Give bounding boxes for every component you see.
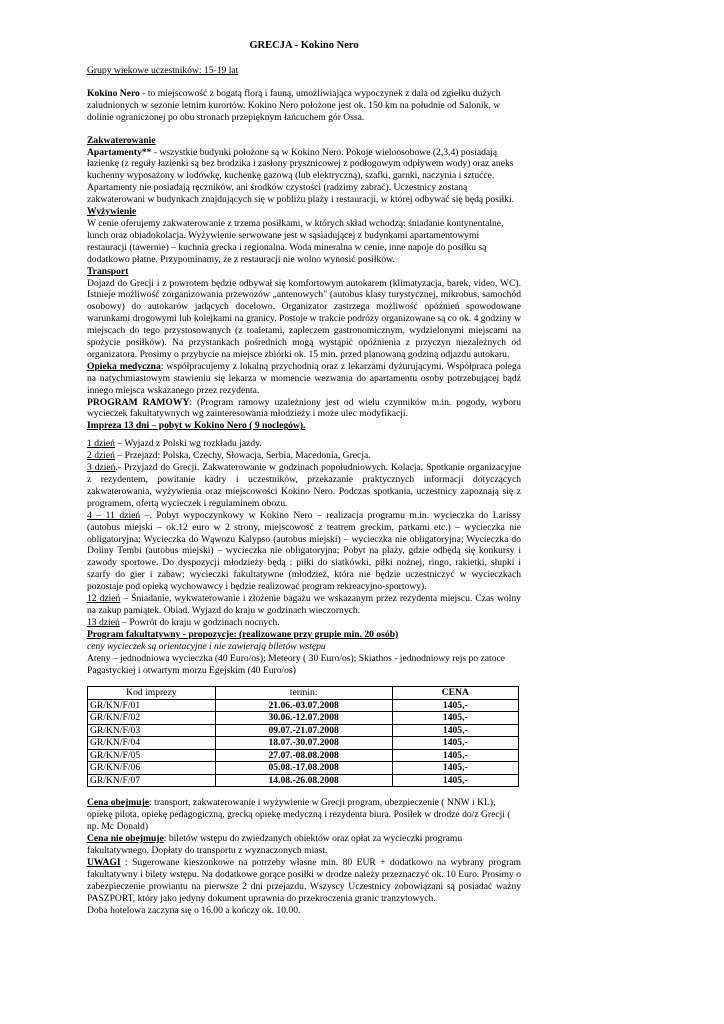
cell-term: 05.08.-17.08.2008 <box>215 762 392 775</box>
price-includes-label: Cena obejmuje <box>87 797 150 809</box>
medical-text: : współpracujemy z lokalną przychodnią oraz z lekarzami dyżurującymi. Współpraca polega na natychmiastowym stawieniu się lekarza w momencie wezwania do apartamentu osoby potrzebującej bądź innego miejsca wskazanego przez rezydenta. <box>87 360 521 396</box>
transport-heading: Transport <box>87 265 129 277</box>
day-label: 4 – 11 dzień <box>87 509 141 521</box>
transport-text: Dojazd do Grecji i z powrotem będzie odbywał się komfortowym autokarem (klimatyzacja, barek, video, WC). Istnieje możliwość zorganizowania przewozów „antenowych" (autobus klasy turystycznej, mikrobus, samochód osobowy) do autokarów jadących docelowo. Organizator zastrzega możliwość opóźnień spowodowane warunkami drogowymi lub kolejkami na granicy. Postoje w trakcie podróży organizowane są co ok. 4 godziny w miejscach do tego przystosowanych (z toaletami, zapleczem gastronomicznym, wydzielonymi miejscami na spożycie posiłków). Na przystankach pośrednich mogą wystąpić opóźnienia z przyczyn niezależnych od organizatora. Prosimy o przybycie na miejsce zbiórki ok. 15 min. przed planowaną godziną odjazdu autokaru. <box>87 277 522 360</box>
page-title: GRECJA - Kokino Nero <box>249 40 359 51</box>
intro-name: Kokino Nero <box>87 87 140 99</box>
day-label: 3 dzień <box>87 462 116 474</box>
price-excludes-label: Cena nie obejmuje <box>87 833 164 845</box>
day-label: 13 dzień <box>87 616 120 628</box>
table-row <box>88 774 519 787</box>
day-1 <box>87 438 521 450</box>
table-row <box>88 699 519 712</box>
day-text: – Wyjazd z Polski wg rozkładu jazdy. <box>114 438 262 450</box>
cell-code: GR/KN/F/01 <box>88 699 216 712</box>
table-row <box>88 737 519 750</box>
table-header-row <box>88 687 519 700</box>
intro-text: - to miejscowość z bogatą florą i fauną, umożliwiająca wypoczynek z dala od zgiełku dużych zaludnionych w sezonie letnim kurortów. Kokino Nero położone jest ok. 150 km na południe od Salonik, w dolinie ograniczonej po obu stronach przepięknym łańcuchem gór Ossa. <box>87 87 501 123</box>
price-table <box>87 686 519 787</box>
day-12 <box>87 593 521 617</box>
medical-paragraph <box>87 361 521 397</box>
cell-code: GR/KN/F/06 <box>88 762 216 775</box>
cell-price: 1405,- <box>392 737 518 750</box>
cell-price: 1405,- <box>392 699 518 712</box>
cell-price: 1405,- <box>392 774 518 787</box>
accommodation-paragraph <box>87 147 521 207</box>
cell-price: 1405,- <box>392 712 518 725</box>
cell-code: GR/KN/F/03 <box>88 724 216 737</box>
optional-note: ceny wycieczek są orientacyjne i nie zawierają biletów wstępu <box>87 640 326 652</box>
age-groups: Grupy wiekowe uczestników: 15-19 lat <box>87 65 239 76</box>
cell-price: 1405,- <box>392 724 518 737</box>
day-text: –. Pobyt wypoczynkowy w Kokino Nero – realizacja programu m.in. wycieczka do Larissy (autobus miejski – ok.12 euro w 2 strony, miejscowość z teatrem greckim, parkami etc.) – wycieczka nie obligatoryjna; Wycieczka do Wąwozu Kalypso (autobus miejski) – wycieczka nie obligatoryjna; Wycieczka do Doliny Tembi (autobus miejski) – wycieczka nie obligatoryjna; Pobyt na plaży, gdzie odbędą się konkursy i zawody sportowe. Do dyspozycji młodzieży będą : piłki do siatkówki, piłki nożnej, ringo, rakietki, słupki i szarfy do gier i zabaw; wycieczki fakultatywne (młodzież, która nie będzie uczestniczyć w wycieczkach pozostaje pod opieką wychowawcy i będzie realizować program rekreacyjno-sportowy). <box>87 509 521 593</box>
meals-heading: Wyżywienie <box>87 206 137 218</box>
remarks-label: UWAGI <box>87 856 121 868</box>
day-13 <box>87 617 521 629</box>
day-label: 1 dzień <box>87 438 115 450</box>
remarks-text: : Sugerowane kieszonkowe na potrzeby własne min. 80 EUR + dodatkowo na wybrany program fakultatywny i bilety wstępu. Na dodatkowe gorące posiłki w drodze należy przeznaczyć ok. 10 Euro. Prosimy o zabezpieczenie prowiantu na pierwsze 2 dni przejazdu. Wszyscy Uczestnicy zobowiązani są posiadać ważny PASZPORT, który jako jedyny dokument uprawnia do przekroczenia granic tranzytowych. <box>87 856 521 904</box>
table-row <box>88 724 519 737</box>
program-text: : (Program ramowy uzależniony jest od wielu czynników m.in. pogody, wyboru wycieczek fakultatywnych wg zainteresowania młodzieży i może ulec modyfikacji. <box>87 396 521 420</box>
event-heading: Impreza 13 dni – pobyt w Kokino Nero ( 9 noclegów). <box>87 420 306 432</box>
day-text: – Śniadanie, wykwaterowanie i złożenie bagażu we wskazanym przez rezydenta miejscu. Czas wolny na zakup pamiątek. Obiad. Wyjazd do kraju w godzinach wieczornych. <box>87 593 521 616</box>
table-row <box>88 712 519 725</box>
remarks-paragraph <box>87 857 521 905</box>
cell-term: 27.07.-08.08.2008 <box>215 749 392 762</box>
day-label: 2 dzień <box>87 450 115 462</box>
cell-code: GR/KN/F/05 <box>88 749 216 762</box>
cell-code: GR/KN/F/04 <box>88 737 216 750</box>
optional-heading: Program fakultatywny - propozycje: (realizowane przy grupie min. 20 osób) <box>87 628 399 640</box>
day-text: – Przejazd: Polska, Czechy, Słowacja, Serbia, Macedonia, Grecja. <box>114 450 371 462</box>
day-label: 12 dzień <box>87 593 121 605</box>
header-price: CENA <box>392 687 518 700</box>
header-term: termin: <box>215 687 392 700</box>
cell-code: GR/KN/F/07 <box>88 774 216 787</box>
cell-term: 09.07.-21.07.2008 <box>215 724 392 737</box>
cell-term: 30.06.-12.07.2008 <box>215 712 392 725</box>
accommodation-text: - wszystkie budynki położone są w Kokino Nero. Pokoje wieloosobowe (2,3,4) posiadają łazienkę (z reguły łazienki są bez brodzika i zasłony prysznicowej z podłogowym odpływem wody) oraz aneks kuchenny wyposażony w lodówkę, kuchenkę gazową (lub elektryczną), szafki, garnki, naczynia i sztućce. Apartamenty nie posiadają ręczników, ani środków czystości (radzimy zabrać). Uczestnicy zostaną zakwaterowani w budynkach znajdujących się w pobliżu plaży i restauracji, w której odbywać się będą posiłki. <box>87 146 515 206</box>
optional-text: Ateny – jednodniowa wycieczka (40 Euro/os); Meteory ( 30 Euro/os); Skiathos - jednodniowy rejs po zatoce Pagastyckiej i otwartym morzu Egejskim (40 Euro/os) <box>87 652 506 676</box>
price-includes-paragraph <box>87 797 521 833</box>
day-text: – Powrót do kraju w godzinach nocnych. <box>119 616 280 628</box>
cell-term: 14.08.-26.08.2008 <box>215 774 392 787</box>
table-row <box>88 749 519 762</box>
table-row <box>88 762 519 775</box>
meals-text: W cenie oferujemy zakwaterowanie z trzema posiłkami, w których skład wchodzą: śniadanie kontynentalne, lunch oraz obiadokolacja. Wyżywienie serwowane jest w sąsiadującej z budynkami apartamentowymi restauracji (tawernie) – kuchnia grecka i regionalna. Woda mineralna w cenie, inne napoje do posiłku są dodatkowo płatne. Przypominamy, że z restauracji nie wolno wynosić posiłków. <box>87 217 504 265</box>
day-2 <box>87 450 521 462</box>
price-includes-text: : transport, zakwaterowanie i wyżywienie w Grecji program, ubezpieczenie ( NNW i KL), opiekę pilota, opiekę pedagogiczną, grecką opiekę medyczną i rezydenta biura. Posiłek w drodze do/z Grecji ( np. Mc Donald) <box>87 797 511 833</box>
price-excludes-text: : biletów wstępu do zwiedzanych obiektów oraz opłat za wycieczki programu fakultatywnego. Dopłaty do transportu z wyznaczonych miast. <box>87 833 463 857</box>
cell-term: 18.07.-30.07.2008 <box>215 737 392 750</box>
accommodation-label: Apartamenty** <box>87 146 152 158</box>
day-text: .- Przyjazd do Grecji. Zakwaterowanie w godzinach popołudniowych. Kolacja. Spotkanie organizacyjne z rezydentem, powitanie kadry i uczestników, przekazanie praktycznych informacji dotyczących zakwaterowania, wyżywienia oraz miejscowości Kokino Nero. Podczas spotkania, uczestnicy zapoznają się z programem, ofertą wycieczek i regulaminem obozu. <box>87 462 521 509</box>
accommodation-heading: Zakwaterowanie <box>87 134 156 146</box>
program-heading: PROGRAM RAMOWY <box>87 396 190 408</box>
cell-price: 1405,- <box>392 762 518 775</box>
price-excludes-paragraph <box>87 833 521 857</box>
medical-heading: Opieka medyczna <box>87 360 161 372</box>
cell-price: 1405,- <box>392 749 518 762</box>
document-page <box>87 40 521 916</box>
hotel-day-note: Doba hotelowa zaczyna się o 16.00 a kończy ok. 10.00. <box>87 904 301 916</box>
cell-term: 21.06.-03.07.2008 <box>215 699 392 712</box>
day-4-11 <box>87 510 521 593</box>
program-paragraph <box>87 397 521 421</box>
day-3 <box>87 462 521 510</box>
cell-code: GR/KN/F/02 <box>88 712 216 725</box>
intro-paragraph <box>87 88 521 124</box>
header-code: Kod imprezy <box>88 687 216 700</box>
